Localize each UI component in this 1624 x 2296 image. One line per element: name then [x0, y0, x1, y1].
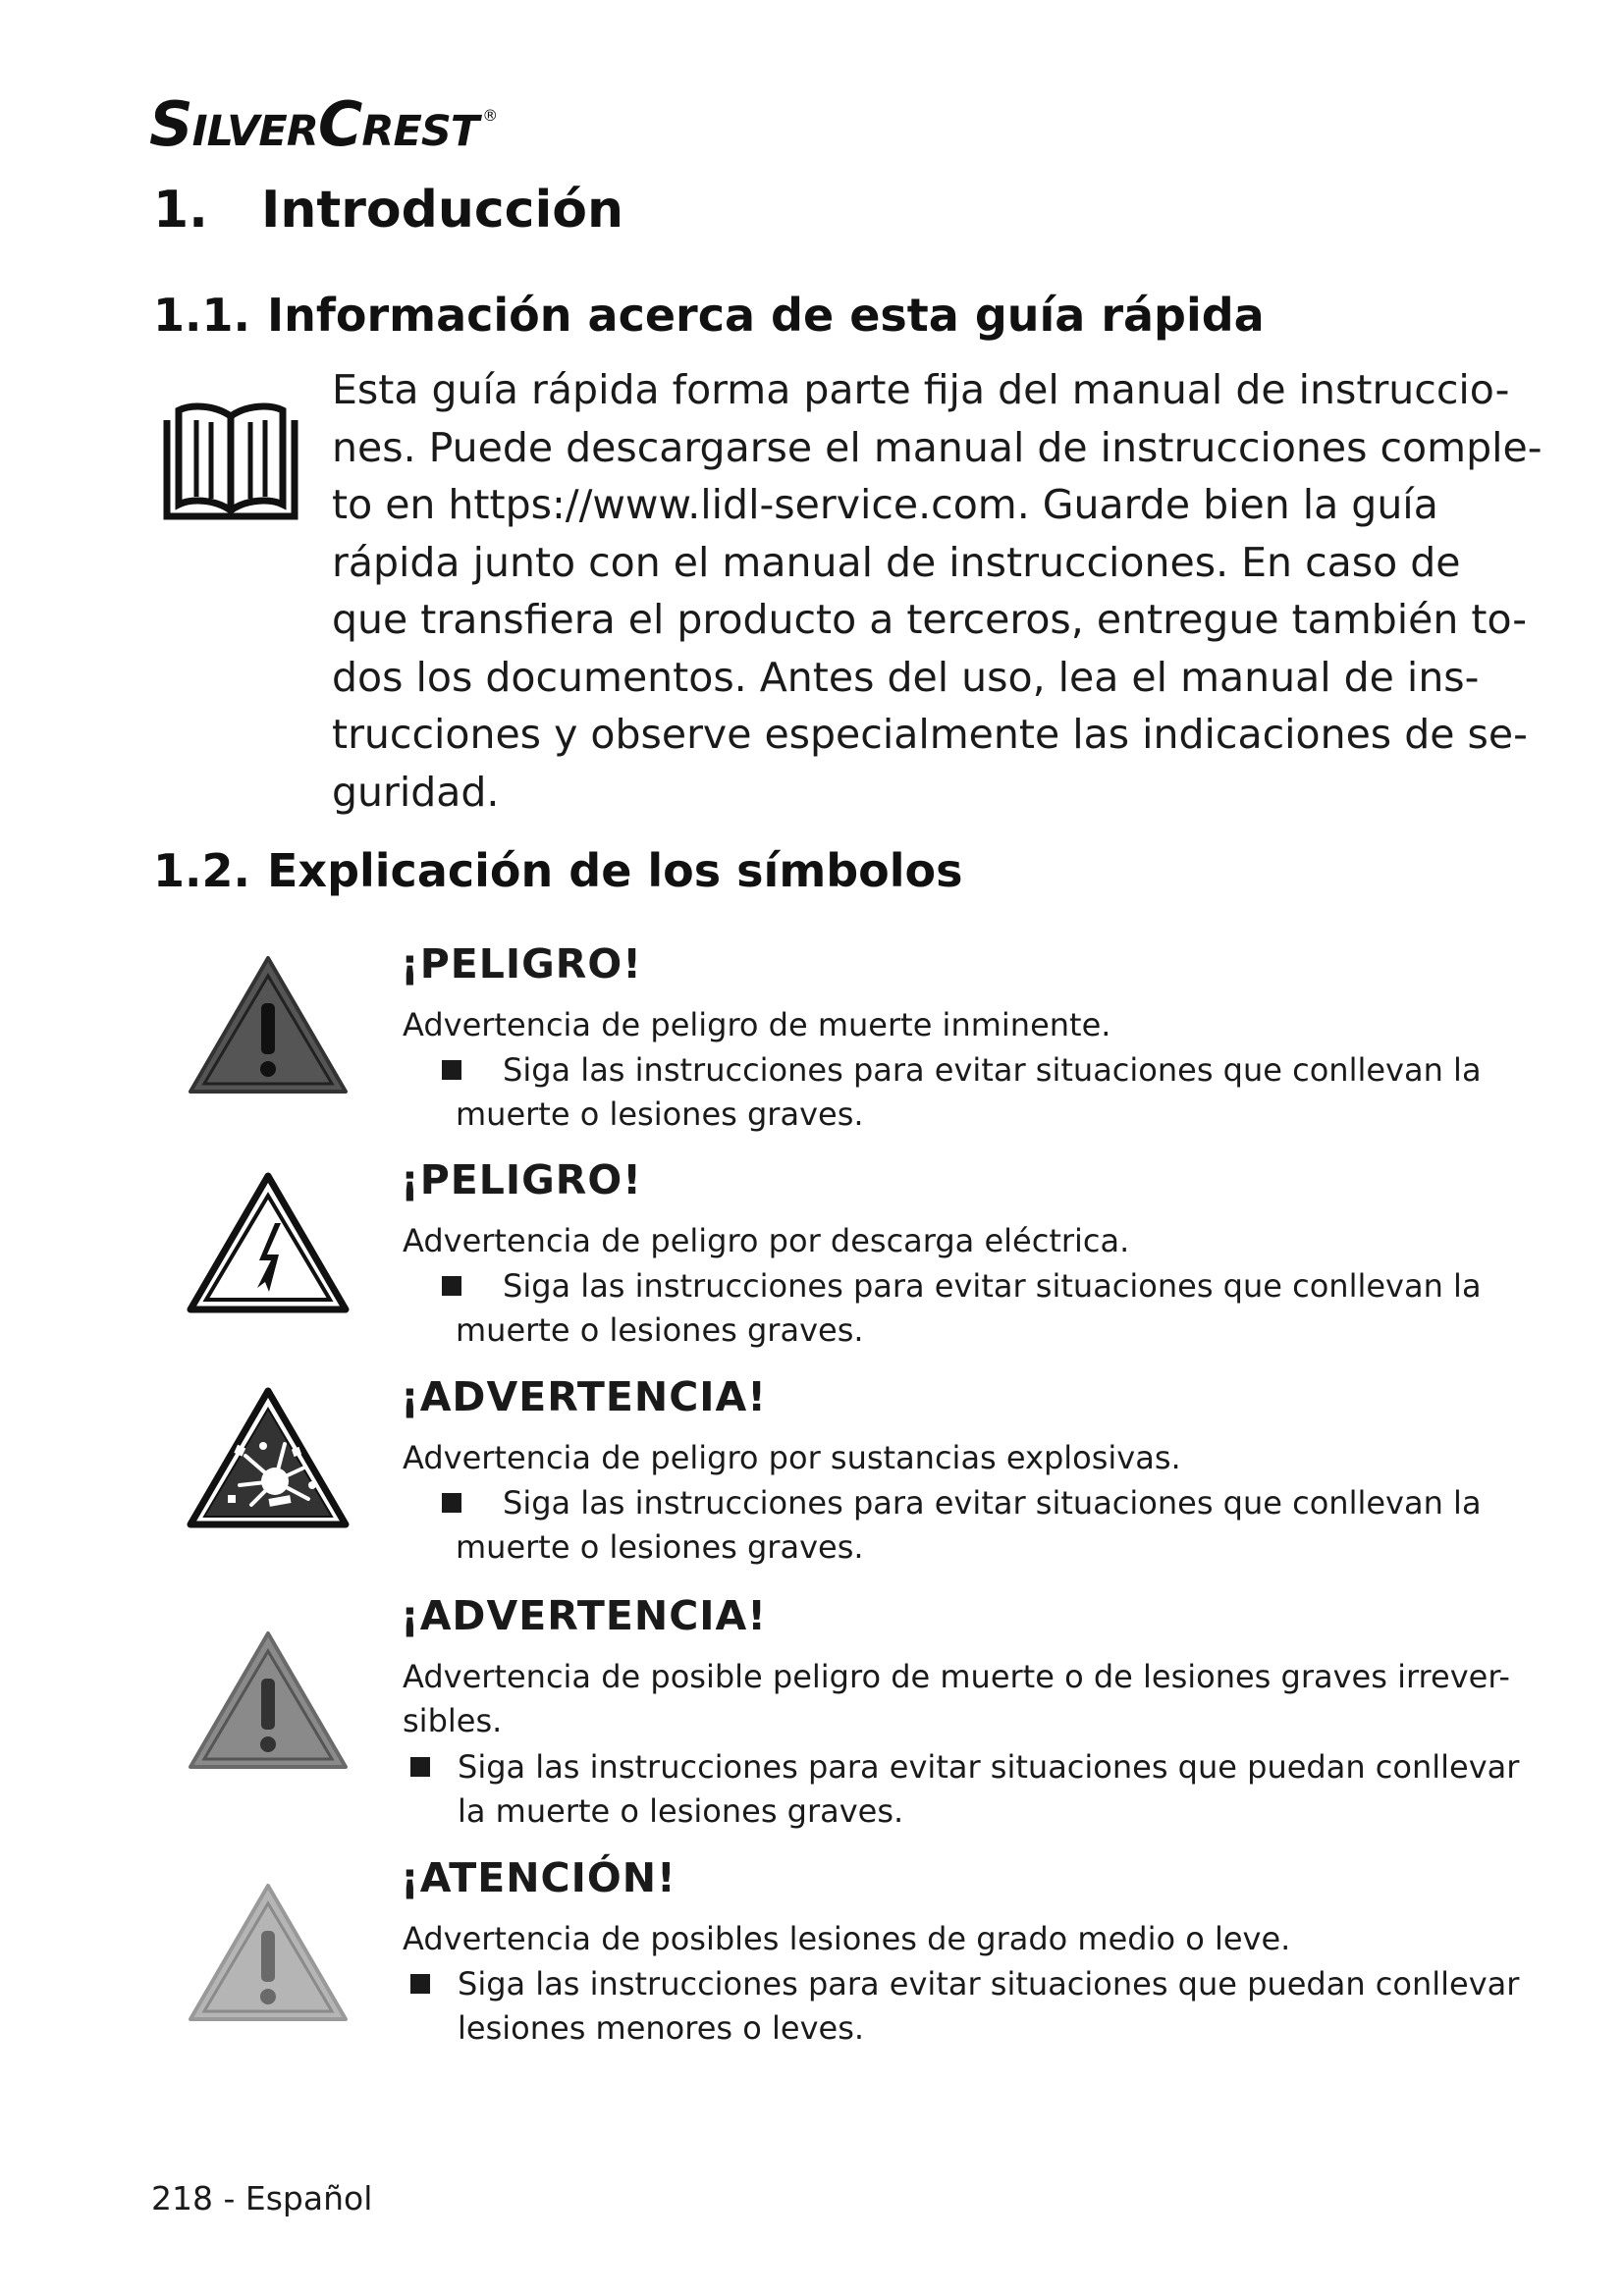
- bullet-line: Siga las instrucciones para evitar situaciones que puedan conllevar: [458, 1965, 1520, 2002]
- bullet-line: muerte o lesiones graves.: [456, 1095, 864, 1133]
- description-line: Advertencia de peligro por descarga eléctrica.: [403, 1222, 1130, 1259]
- symbol-bullet: [458, 1745, 1519, 1834]
- intro-line: que transfiera el producto a terceros, entregue también to-: [332, 596, 1528, 643]
- bullet-square-icon: [442, 1060, 461, 1080]
- electric-shock-triangle-icon: [187, 1172, 350, 1313]
- section-1-2-number: 1.2.: [153, 844, 250, 897]
- intro-line: rápida junto con el manual de instrucciones. En caso de: [332, 538, 1461, 586]
- bullet-square-icon: [410, 1974, 430, 1994]
- bullet-square-icon: [442, 1493, 461, 1513]
- page-footer: 218 - Español: [151, 2179, 373, 2217]
- intro-line: Esta guía rápida forma parte fija del manual de instruccio-: [332, 366, 1510, 413]
- symbol-bullet: [458, 1481, 1482, 1570]
- bullet-line: Siga las instrucciones para evitar situaciones que puedan conllevar: [458, 1748, 1520, 1786]
- bullet-square-icon: [410, 1757, 430, 1777]
- intro-line: guridad.: [332, 768, 500, 816]
- intro-line: trucciones y observe especialmente las indicaciones de se-: [332, 711, 1528, 758]
- intro-line: to en https://www.lidl-service.com. Guarde bien la guía: [332, 481, 1438, 528]
- symbol-bullet: [458, 1962, 1519, 2051]
- symbol-title: ¡ADVERTENCIA!: [401, 1592, 767, 1639]
- brand-logo-text: SilverCrest: [149, 88, 479, 160]
- symbol-title: ¡PELIGRO!: [401, 1156, 642, 1203]
- bullet-line: Siga las instrucciones para evitar situaciones que conllevan la: [503, 1267, 1482, 1305]
- manual-book-icon: [157, 399, 304, 524]
- symbol-bullet: [458, 1048, 1482, 1137]
- danger-exclamation-triangle-icon: [187, 954, 350, 1095]
- intro-line: dos los documentos. Antes del uso, lea el manual de ins-: [332, 653, 1480, 701]
- intro-paragraph: [332, 361, 1543, 821]
- section-1-1-title: Información acerca de esta guía rápida: [267, 289, 1265, 342]
- intro-line: nes. Puede descargarse el manual de instrucciones comple-: [332, 423, 1543, 471]
- section-1-1-heading: [153, 289, 1265, 342]
- explosive-triangle-icon: [187, 1387, 350, 1528]
- description-line: sibles.: [403, 1702, 503, 1739]
- symbol-description: [403, 1436, 1463, 1480]
- symbol-description: [403, 1003, 1463, 1047]
- section-1-title: Introducción: [261, 181, 624, 240]
- registered-mark: ®: [482, 106, 498, 125]
- section-1-number: 1.: [153, 181, 208, 240]
- symbol-title: ¡ADVERTENCIA!: [401, 1373, 767, 1420]
- warning-exclamation-triangle-icon: [187, 1629, 350, 1771]
- symbol-title: ¡PELIGRO!: [401, 940, 642, 988]
- caution-exclamation-triangle-icon: [187, 1882, 350, 2023]
- symbol-bullet: [458, 1264, 1482, 1353]
- description-line: Advertencia de posible peligro de muerte o de lesiones graves irrever-: [403, 1658, 1510, 1695]
- section-1-heading: [153, 181, 624, 240]
- bullet-square-icon: [442, 1276, 461, 1296]
- symbol-description: [403, 1917, 1463, 1961]
- bullet-line: muerte o lesiones graves.: [456, 1311, 864, 1349]
- section-1-1-number: 1.1.: [153, 289, 250, 342]
- bullet-line: Siga las instrucciones para evitar situaciones que conllevan la: [503, 1051, 1482, 1089]
- description-line: Advertencia de peligro de muerte inminente.: [403, 1006, 1111, 1043]
- bullet-line: la muerte o lesiones graves.: [458, 1792, 904, 1830]
- bullet-line: Siga las instrucciones para evitar situaciones que conllevan la: [503, 1484, 1482, 1522]
- brand-logo: [149, 88, 498, 160]
- symbol-description: [403, 1655, 1510, 1743]
- description-line: Advertencia de posibles lesiones de grado medio o leve.: [403, 1920, 1291, 1957]
- symbol-title: ¡ATENCIÓN!: [401, 1854, 677, 1901]
- section-1-2-heading: [153, 844, 963, 897]
- description-line: Advertencia de peligro por sustancias explosivas.: [403, 1439, 1181, 1476]
- bullet-line: muerte o lesiones graves.: [456, 1528, 864, 1566]
- section-1-2-title: Explicación de los símbolos: [267, 844, 963, 897]
- bullet-line: lesiones menores o leves.: [458, 2009, 865, 2047]
- symbol-description: [403, 1219, 1463, 1263]
